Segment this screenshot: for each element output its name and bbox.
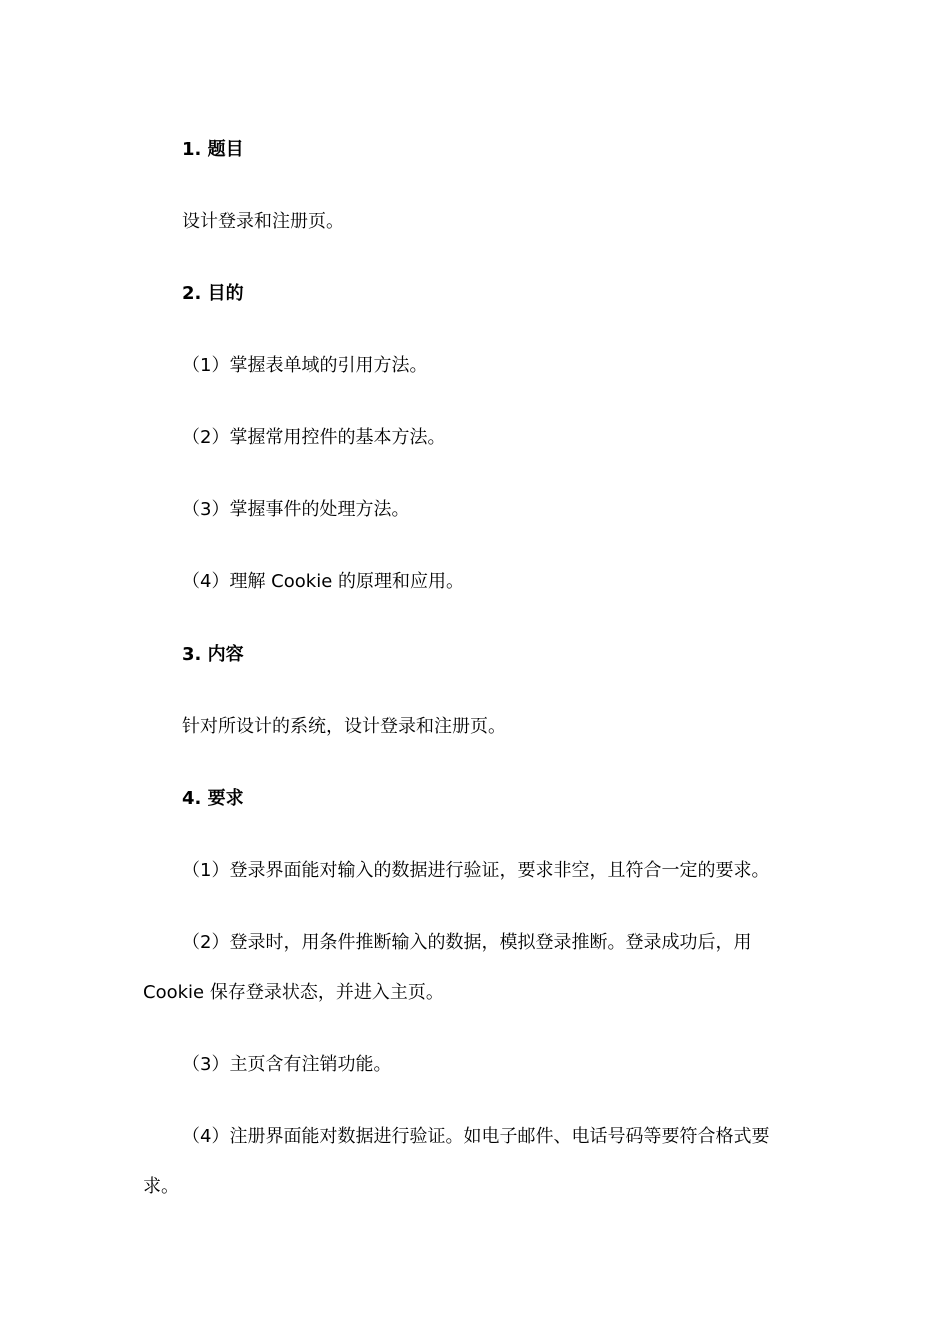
requirement-item-continuation: Cookie 保存登录状态，并进入主页。 [143, 982, 444, 1003]
content-text: 针对所设计的系统，设计登录和注册页。 [182, 716, 506, 737]
purpose-item: （1）掌握表单域的引用方法。 [182, 355, 428, 376]
section-heading-requirements: 4. 要求 [182, 788, 244, 809]
requirement-item: （2）登录时，用条件推断输入的数据，模拟登录推断。登录成功后，用 [182, 932, 752, 953]
requirement-item: （1）登录界面能对输入的数据进行验证，要求非空，且符合一定的要求。 [182, 860, 770, 881]
purpose-item: （2）掌握常用控件的基本方法。 [182, 427, 446, 448]
requirement-item: （4）注册界面能对数据进行验证。如电子邮件、电话号码等要符合格式要 [182, 1126, 770, 1147]
requirement-item: （3）主页含有注销功能。 [182, 1054, 392, 1075]
topic-text: 设计登录和注册页。 [182, 211, 344, 232]
purpose-item: （4）理解 Cookie 的原理和应用。 [182, 571, 464, 592]
section-heading-purpose: 2. 目的 [182, 283, 244, 304]
section-heading-topic: 1. 题目 [182, 139, 244, 160]
requirement-item-continuation: 求。 [143, 1176, 179, 1197]
purpose-item: （3）掌握事件的处理方法。 [182, 499, 410, 520]
section-heading-content: 3. 内容 [182, 644, 244, 665]
